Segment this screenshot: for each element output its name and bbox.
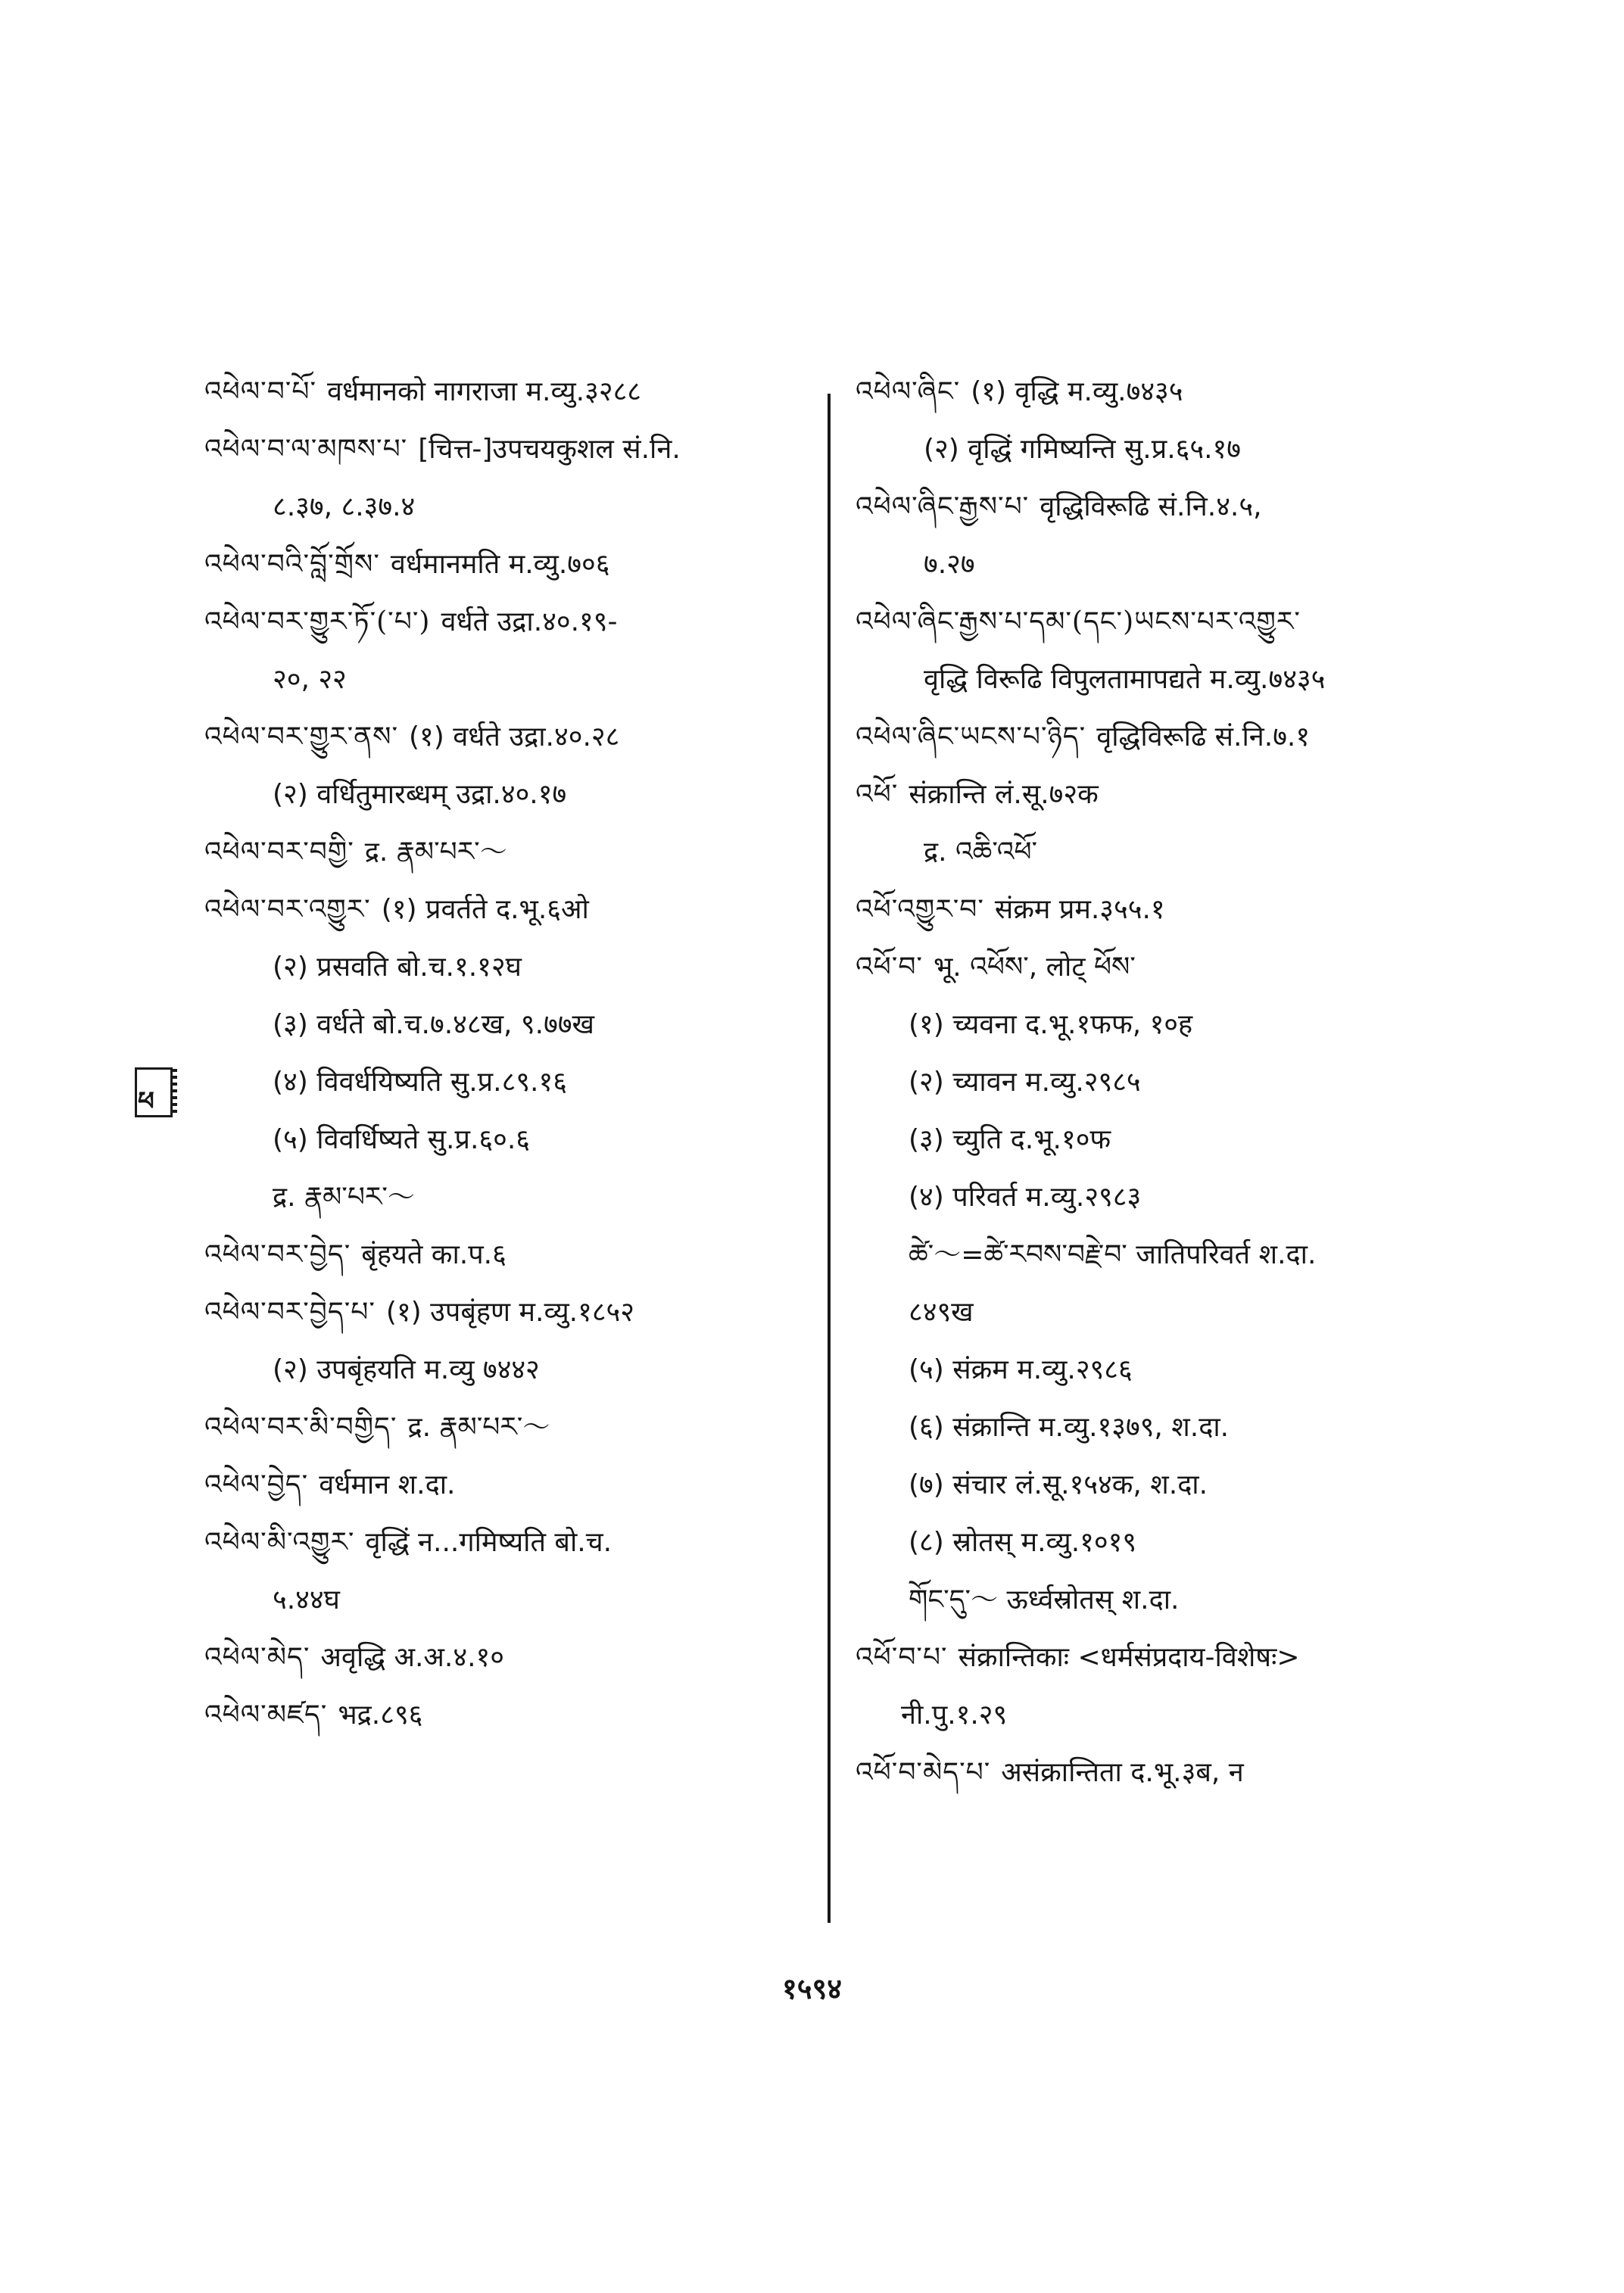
entry-definition: (४) परिवर्त म.व्यु.२९८३ [909,1182,1142,1213]
dictionary-entry [856,594,1484,651]
dictionary-entry [856,1399,1484,1456]
entry-headword: འཕེལ་ཞིང་རྒྱས་པ་ [856,491,1030,522]
dictionary-entry [204,363,848,421]
entry-headword: འཕེལ་བྱེད་ [204,1469,309,1500]
entry-definition: (१) प्रवर्तते द.भू.६ओ [381,894,589,925]
entry-headword: འཕེལ་བར་བྱེད་པ་ [204,1297,376,1328]
dictionary-entry [856,1341,1484,1399]
dictionary-entry [856,1169,1484,1226]
entry-definition: द्र. འཆི་འཕོ་ [924,837,1038,868]
right-column [856,363,1484,1802]
entry-definition: (१) वृद्धि म.व्यु.७४३५ [971,376,1183,407]
entry-definition: (६) संक्रान्ति म.व्यु.१३७९, श.दा. [909,1412,1230,1443]
entry-definition: (४) विवर्धयिष्यति सु.प्र.८९.१६ [273,1067,567,1098]
entry-headword: འཕེལ་བར་བྱེད་ [204,1239,351,1270]
entry-definition: (२) प्रसवति बो.च.१.१२घ [273,952,522,983]
dictionary-entry [204,881,848,939]
entry-headword: འཕོ་ [856,779,899,810]
entry-headword: འཕེལ་བའི་བློ་གྲོས་ [204,549,380,580]
entry-headword: འཕོ་འགྱུར་བ་ [856,894,984,925]
dictionary-entry [856,1687,1484,1744]
dictionary-entry [204,536,848,594]
entry-headword: འཕེལ་ཞིང་ཡངས་པ་ཉིད་ [856,721,1086,752]
dictionary-entry [856,1629,1484,1687]
dictionary-entry [856,881,1484,939]
dictionary-entry [856,766,1484,824]
dictionary-entry [204,1572,848,1629]
dictionary-entry [856,1572,1484,1629]
entry-definition: (३) वर्धते बो.च.७.४८ख, ९.७७ख [273,1009,594,1040]
entry-definition: संक्रम प्रम.३५५.१ [994,894,1165,925]
entry-definition: भू. འཕོས་, लोट् ཕོས་ [933,952,1136,983]
entry-headword: འཕོ་བ་པ་ [856,1642,948,1673]
dictionary-entry [204,1514,848,1572]
dictionary-entry [204,594,848,651]
dictionary-entry [856,651,1484,709]
dictionary-entry [204,709,848,766]
thumb-index-letter: ཕ [138,1086,154,1117]
entry-definition: (२) वर्धितुमारब्धम् उद्रा.४०.१७ [273,779,567,810]
entry-definition: (२) वृद्धिं गमिष्यन्ति सु.प्र.६५.१७ [924,434,1241,465]
dictionary-entry [204,1111,848,1169]
entry-definition: གོང་དུ་～ ऊर्ध्वस्रोतस् श.दा. [909,1584,1180,1615]
dictionary-entry [856,1111,1484,1169]
entry-definition: द्र. རྣམ་པར་～ [407,1412,550,1443]
entry-definition: वर्धमानको नागराजा म.व्यु.३२८८ [327,376,642,407]
entry-definition: ८.३७, ८.३७.४ [273,491,416,522]
entry-definition: द्र. རྣམ་པར་～ [273,1182,415,1213]
entry-definition: ५.४४घ [273,1584,340,1615]
dictionary-entry [856,421,1484,478]
dictionary-entry [856,1456,1484,1514]
entry-headword: འཕེལ་བར་འགྱུར་ [204,894,371,925]
section-thumb-index [135,1067,180,1116]
dictionary-entry [856,478,1484,536]
left-column [204,363,848,1744]
dictionary-entry [856,1226,1484,1284]
entry-headword: འཕེལ་ཞིང་རྒྱས་པ་དམ་(དང་)ཡངས་པར་འགྱུར་ [856,606,1301,637]
entry-definition: वृद्धिविरूढि सं.नि.७.१ [1096,721,1311,752]
entry-definition: संक्रान्ति लं.सू.७२क [909,779,1099,810]
dictionary-entry [204,1399,848,1456]
entry-definition: (८) स्रोतस् म.व्यु.१०१९ [909,1527,1137,1558]
dictionary-entry [204,939,848,996]
entry-headword: འཕེལ་བར་གྱུར་ཏོ་(་པ་) [204,606,431,637]
entry-definition: (१) उपबृंहण म.व्यु.१८५२ [385,1297,634,1328]
column-divider [828,394,831,1923]
dictionary-entry [856,536,1484,594]
entry-headword: འཕེལ་བར་མི་བགྱིད་ [204,1412,397,1443]
entry-definition: (२) च्यावन म.व्यु.२९८५ [909,1067,1141,1098]
entry-definition: (३) च्युति द.भू.१०फ [909,1124,1111,1155]
entry-headword: འཕེལ་མཛད་ [204,1699,328,1731]
entry-headword: འཕོ་བ་ [856,952,923,983]
dictionary-entry [204,1341,848,1399]
entry-definition: वर्धते उद्रा.४०.१९- [441,606,618,637]
entry-headword: འཕེལ་མི་འགྱུར་ [204,1527,355,1558]
entry-definition: वृद्धि विरूढि विपुलतामापद्यते म.व्यु.७४३५ [924,664,1326,695]
dictionary-entry [856,996,1484,1054]
entry-definition: द्र. རྣམ་པར་～ [364,837,507,868]
dictionary-entry [204,996,848,1054]
entry-definition: (२) उपबृंहयति म.व्यु ७४४२ [273,1354,540,1385]
entry-headword: འཕེལ་བར་གྱུར་ནས་ [204,721,399,752]
entry-definition: (१) च्यवना द.भू.१फफ, १०ह [909,1009,1193,1040]
dictionary-entry [204,766,848,824]
dictionary-entry [204,1169,848,1226]
entry-definition: २०, २२ [273,664,347,695]
dictionary-entry [856,363,1484,421]
dictionary-entry [204,1226,848,1284]
page-number: १५९४ [781,1972,843,2005]
dictionary-entry [856,1284,1484,1341]
dictionary-entry [204,1687,848,1744]
dictionary-entry [204,1629,848,1687]
entry-definition: नी.पु.१.२९ [901,1699,1008,1731]
dictionary-entry [204,478,848,536]
entry-definition: ཚེ་～=ཚེ་རབས་བརྗེ་བ་ जातिपरिवर्त श.दा. [909,1239,1317,1270]
entry-definition: ७.२७ [924,549,975,580]
entry-headword: འཕེལ་མེད་ [204,1642,310,1673]
entry-headword: འཕེལ་བ་ལ་མཁས་པ་ [204,434,408,465]
dictionary-entry [856,939,1484,996]
entry-definition: वृद्धिविरूढि सं.नि.४.५, [1040,491,1262,522]
entry-headword: འཕེལ་ཞིང་ [856,376,961,407]
entry-definition: [चित्त-]उपचयकुशल सं.नि. [418,434,681,465]
dictionary-entry [204,421,848,478]
dictionary-entry [856,1744,1484,1802]
entry-definition: (१) वर्धते उद्रा.४०.२८ [409,721,620,752]
entry-definition: संक्रान्तिकाः <धर्मसंप्रदाय-विशेषः> [958,1642,1300,1673]
dictionary-entry [856,1054,1484,1111]
entry-definition: वर्धमानमति म.व्यु.७०६ [390,549,610,580]
entry-definition: बृंहयते का.प.६ [361,1239,507,1270]
dictionary-entry [204,1456,848,1514]
entry-headword: འཕེལ་བར་བགྱི་ [204,837,354,868]
dictionary-entry [204,1284,848,1341]
entry-definition: वर्धमान श.दा. [319,1469,456,1500]
entry-definition: (५) संक्रम म.व्यु.२९८६ [909,1354,1133,1385]
entry-definition: वृद्धिं न...गमिष्यति बो.च. [365,1527,613,1558]
entry-definition: (७) संचार लं.सू.१५४क, श.दा. [909,1469,1208,1500]
entry-definition: असंक्रान्तिता द.भू.३ब, न [1001,1757,1244,1788]
entry-definition: अवृद्धि अ.अ.४.१० [320,1642,504,1673]
dictionary-entry [856,1514,1484,1572]
dictionary-entry [204,651,848,709]
dictionary-entry [856,824,1484,881]
entry-definition: ८४९ख [909,1297,974,1328]
dictionary-entry [204,1054,848,1111]
thumb-index-bars [171,1069,177,1113]
dictionary-entry [204,824,848,881]
entry-definition: भद्र.८९६ [338,1699,423,1731]
entry-definition: (५) विवर्धिष्यते सु.प्र.६०.६ [273,1124,531,1155]
dictionary-entry [856,709,1484,766]
entry-headword: འཕེལ་བ་པོ་ [204,376,317,407]
entry-headword: འཕོ་བ་མེད་པ་ [856,1757,991,1788]
